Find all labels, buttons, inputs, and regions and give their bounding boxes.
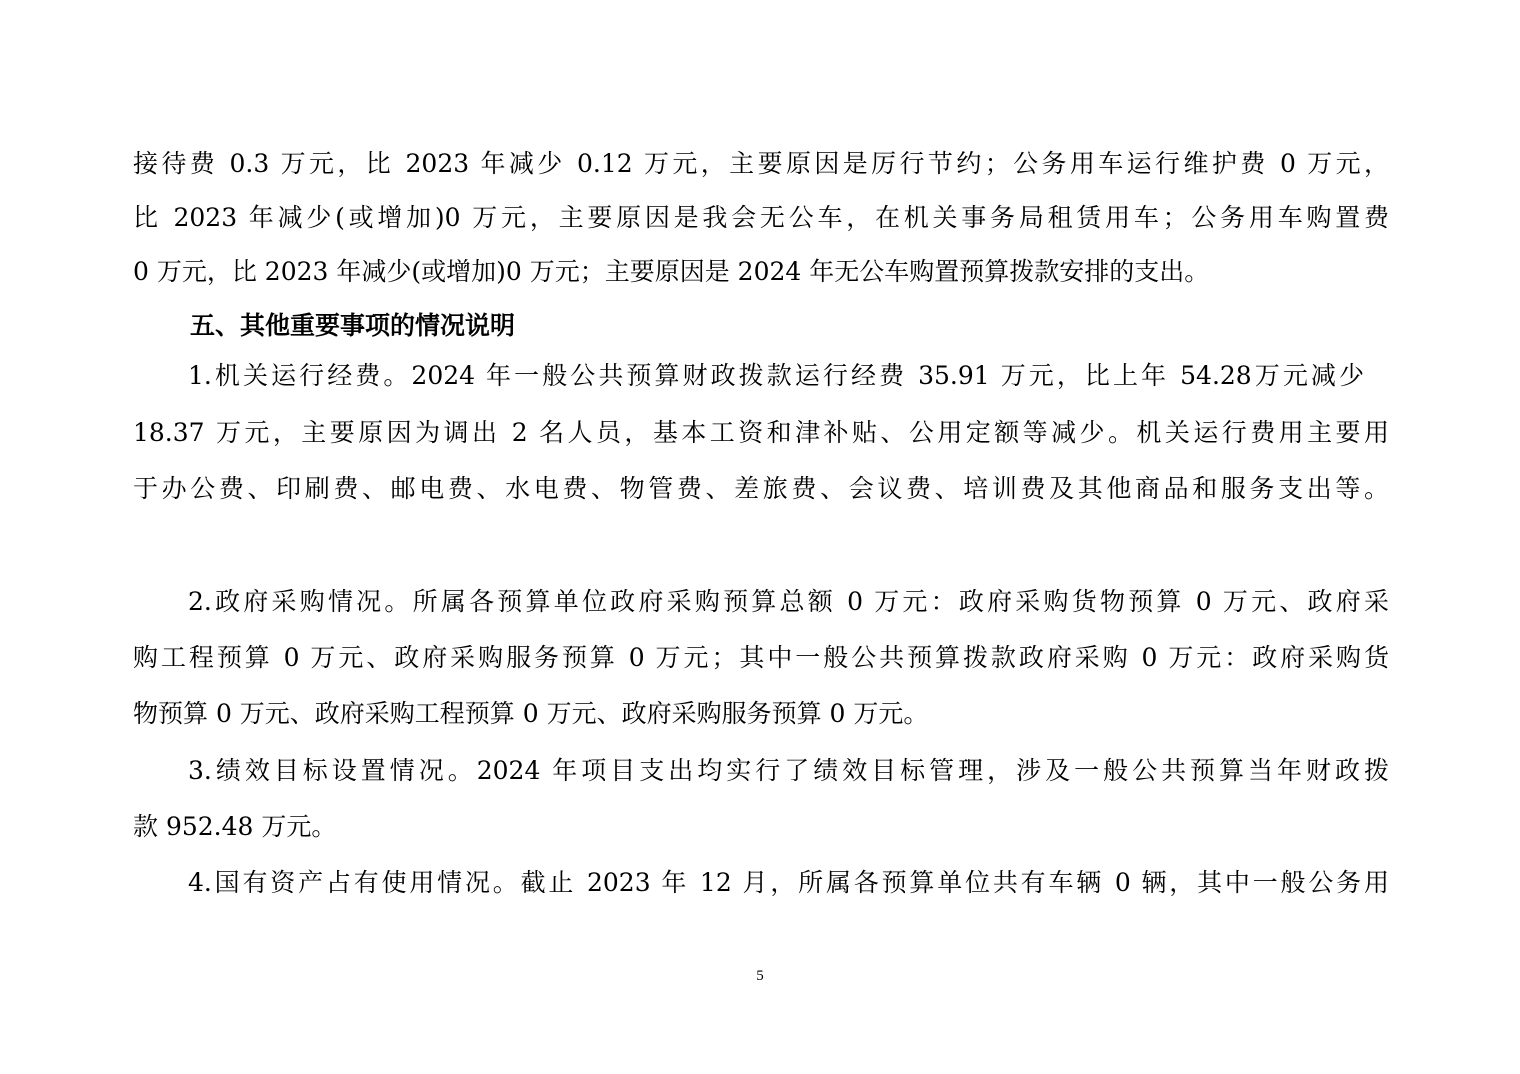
text-line-3: 0 万元，比 2023 年减少(或增加)0 万元；主要原因是 2024 年无公车购置预算拨款安排的支出。 <box>133 257 1210 286</box>
paragraph-1-line-2: 18.37 万元，主要原因为调出 2 名人员，基本工资和津补贴、公用定额等减少。机关运行费用主要用 <box>133 418 1389 447</box>
paragraph-3-line-2: 款 952.48 万元。 <box>133 812 337 841</box>
paragraph-3-line-1: 3.绩效目标设置情况。2024 年项目支出均实行了绩效目标管理，涉及一般公共预算当年财政拨 <box>188 756 1389 785</box>
section-heading: 五、其他重要事项的情况说明 <box>190 311 516 340</box>
paragraph-4-line-1: 4.国有资产占有使用情况。截止 2023 年 12 月，所属各预算单位共有车辆 0 辆，其中一般公务用 <box>188 868 1389 897</box>
text-line-2: 比 2023 年减少(或增加)0 万元，主要原因是我会无公车，在机关事务局租赁用车；公务用车购置费 <box>133 203 1389 232</box>
page-number: 5 <box>756 968 764 984</box>
paragraph-1-line-3: 于办公费、印刷费、邮电费、水电费、物管费、差旅费、会议费、培训费及其他商品和服务支出等。 <box>133 474 1389 503</box>
paragraph-2-line-3: 物预算 0 万元、政府采购工程预算 0 万元、政府采购服务预算 0 万元。 <box>133 699 929 728</box>
text-line-1: 接待费 0.3 万元，比 2023 年减少 0.12 万元，主要原因是厉行节约；公务用车运行维护费 0 万元， <box>133 149 1389 178</box>
paragraph-2-line-1: 2.政府采购情况。所属各预算单位政府采购预算总额 0 万元：政府采购货物预算 0 万元、政府采 <box>188 587 1389 616</box>
paragraph-2-line-2: 购工程预算 0 万元、政府采购服务预算 0 万元；其中一般公共预算拨款政府采购 0 万元：政府采购货 <box>133 643 1389 672</box>
paragraph-1-line-1: 1.机关运行经费。2024 年一般公共预算财政拨款运行经费 35.91 万元，比上年 54.28万元减少 <box>188 361 1364 390</box>
